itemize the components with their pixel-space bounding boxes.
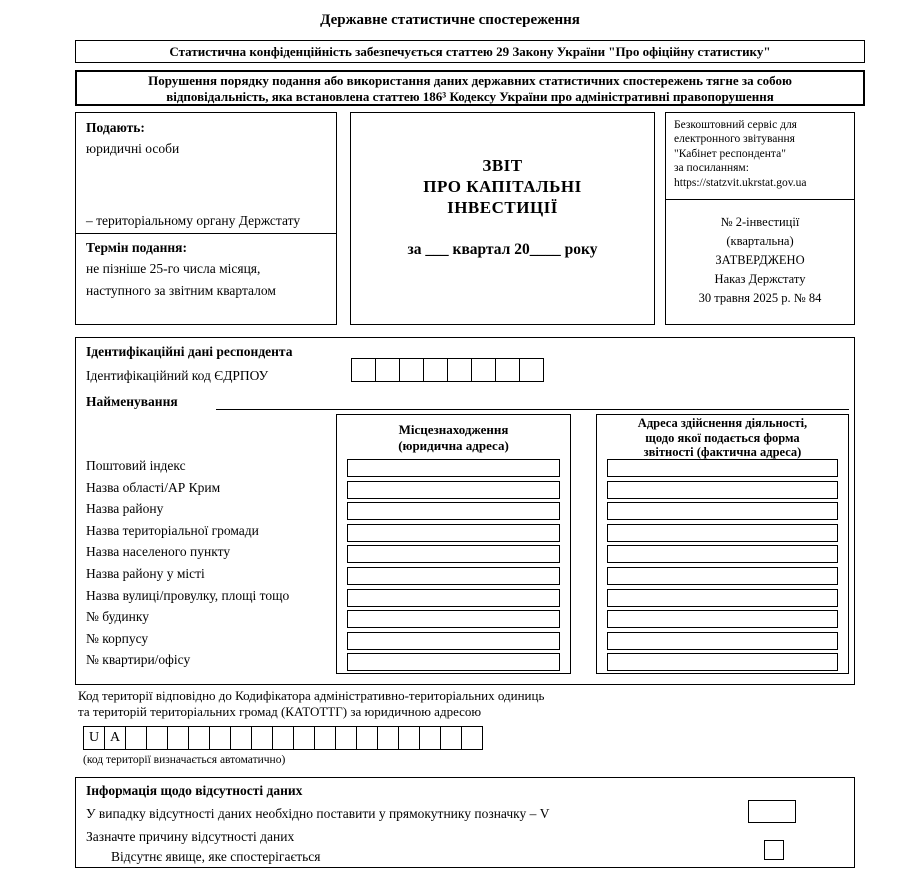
katottg-cell[interactable] bbox=[125, 726, 147, 750]
address-row-labels bbox=[86, 455, 336, 671]
katottg-cell[interactable] bbox=[335, 726, 357, 750]
deadline-line1: не пізніше 25-го числа місяця, bbox=[86, 261, 261, 276]
deadline-line2: наступного за звітним кварталом bbox=[86, 283, 276, 298]
form-approval-box bbox=[666, 199, 854, 324]
legal-address-input-city-district[interactable] bbox=[347, 567, 560, 585]
submitters-cell bbox=[76, 113, 336, 233]
service-line2: електронного звітування bbox=[674, 133, 795, 146]
service-line4: за посиланням: bbox=[674, 162, 749, 175]
data-absence-box bbox=[75, 777, 855, 868]
report-title-line1: ЗВІТ bbox=[482, 156, 523, 175]
legal-address-column bbox=[336, 414, 571, 674]
katottg-auto-note: (код території визначається автоматично) bbox=[83, 754, 286, 766]
submitters-heading: Подають: bbox=[86, 120, 145, 135]
approval-order: Наказ Держстату bbox=[714, 272, 806, 286]
service-line1: Безкоштовний сервіс для bbox=[674, 119, 797, 131]
actual-address-header-line1: Адреса здійснення діяльності, bbox=[637, 416, 808, 430]
absence-reason-checkbox[interactable] bbox=[764, 840, 784, 860]
address-row-label: № корпусу bbox=[86, 630, 149, 646]
katottg-cell[interactable]: U bbox=[83, 726, 105, 750]
actual-address-input-city-district[interactable] bbox=[607, 567, 838, 585]
name-input-line[interactable] bbox=[216, 393, 849, 410]
legal-address-input-apartment[interactable] bbox=[347, 653, 560, 671]
report-title-line3: ІНВЕСТИЦІЇ bbox=[447, 198, 558, 217]
absence-reason-option: Відсутнє явище, яке спостерігається bbox=[111, 849, 321, 864]
edrpou-cell[interactable] bbox=[519, 358, 544, 382]
katottg-cell[interactable] bbox=[398, 726, 420, 750]
violation-line2: відповідальність, яка встановлена статтею 186³ Кодексу України про адміністративні правопорушення bbox=[166, 89, 774, 104]
katottg-cell[interactable] bbox=[440, 726, 462, 750]
form-number: № 2-інвестиції bbox=[720, 215, 800, 229]
respondent-identification-box bbox=[75, 337, 855, 685]
katottg-cell[interactable] bbox=[167, 726, 189, 750]
actual-address-input-settlement[interactable] bbox=[607, 545, 838, 563]
actual-address-input-community[interactable] bbox=[607, 524, 838, 542]
legal-address-input-district[interactable] bbox=[347, 502, 560, 520]
approved-label: ЗАТВЕРДЖЕНО bbox=[715, 253, 805, 267]
actual-address-header-line2: щодо якої подається форма bbox=[645, 430, 800, 445]
violation-line1: Порушення порядку подання або використання даних державних статистичних спостережень тягне за собою bbox=[148, 73, 792, 88]
submission-info-box bbox=[75, 112, 337, 325]
address-row-label: № квартири/офісу bbox=[86, 652, 191, 668]
right-info-column bbox=[665, 112, 855, 325]
katottg-cell[interactable] bbox=[419, 726, 441, 750]
edrpou-cell[interactable] bbox=[375, 358, 400, 382]
legal-address-header-line1: Місцезнаходження bbox=[398, 422, 509, 437]
actual-address-column bbox=[596, 414, 849, 674]
actual-address-input-street[interactable] bbox=[607, 589, 838, 607]
edrpou-cell[interactable] bbox=[423, 358, 448, 382]
legal-address-header-line2: (юридична адреса) bbox=[398, 437, 509, 453]
confidentiality-notice: Статистична конфіденційність забезпечується статтею 29 Закону України "Про офіційну статистику" bbox=[75, 40, 865, 63]
service-line3: "Кабінет респондента" bbox=[674, 147, 786, 160]
actual-address-input-building[interactable] bbox=[607, 610, 838, 628]
actual-address-input-block[interactable] bbox=[607, 632, 838, 650]
address-row-label: № будинку bbox=[86, 609, 149, 625]
actual-address-input-postal[interactable] bbox=[607, 459, 838, 477]
report-title-line2: ПРО КАПІТАЛЬНІ bbox=[423, 177, 582, 196]
edrpou-cell[interactable] bbox=[399, 358, 424, 382]
form-periodicity: (квартальна) bbox=[726, 234, 794, 248]
legal-address-input-building[interactable] bbox=[347, 610, 560, 628]
report-title-box bbox=[350, 112, 655, 325]
legal-address-input-block[interactable] bbox=[347, 632, 560, 650]
actual-address-input-district[interactable] bbox=[607, 502, 838, 520]
katottg-cell[interactable]: A bbox=[104, 726, 126, 750]
deadline-cell bbox=[76, 233, 336, 324]
edrpou-cell[interactable] bbox=[447, 358, 472, 382]
katottg-cell[interactable] bbox=[461, 726, 483, 750]
katottg-cell[interactable] bbox=[188, 726, 210, 750]
legal-address-input-community[interactable] bbox=[347, 524, 560, 542]
absence-reason-label: Зазначте причину відсутності даних bbox=[86, 829, 295, 844]
katottg-cell[interactable] bbox=[230, 726, 252, 750]
legal-address-input-region[interactable] bbox=[347, 481, 560, 499]
katottg-cell[interactable] bbox=[293, 726, 315, 750]
address-row-label: Назва району у місті bbox=[86, 565, 205, 581]
actual-address-input-apartment[interactable] bbox=[607, 653, 838, 671]
data-absence-heading: Інформація щодо відсутності даних bbox=[86, 783, 303, 798]
katottg-cell[interactable] bbox=[377, 726, 399, 750]
name-label: Найменування bbox=[86, 394, 178, 409]
service-url: https://statzvit.ukrstat.gov.ua bbox=[674, 176, 807, 189]
absence-mark-box[interactable] bbox=[748, 800, 796, 823]
legal-address-input-postal[interactable] bbox=[347, 459, 560, 477]
katottg-cell[interactable] bbox=[314, 726, 336, 750]
katottg-cell[interactable] bbox=[251, 726, 273, 750]
report-period-line: за ___ квартал 20____ року bbox=[407, 241, 598, 258]
approval-order-date: 30 травня 2025 р. № 84 bbox=[698, 291, 822, 305]
identification-heading: Ідентифікаційні дані респондента bbox=[86, 344, 293, 359]
address-row-label: Назва вулиці/провулку, площі тощо bbox=[86, 587, 290, 603]
katottg-cell[interactable] bbox=[272, 726, 294, 750]
katottg-code-input bbox=[83, 726, 483, 750]
edrpou-cell[interactable] bbox=[471, 358, 496, 382]
submitters-to-whom: – територіальному органу Держстату bbox=[86, 213, 301, 228]
edrpou-cell[interactable] bbox=[351, 358, 376, 382]
legal-address-input-settlement[interactable] bbox=[347, 545, 560, 563]
submitters-who: юридичні особи bbox=[86, 141, 180, 156]
katottg-label-line2: та територій територіальних громад (КАТОТТГ) за юридичною адресою bbox=[78, 704, 482, 719]
edrpou-cell[interactable] bbox=[495, 358, 520, 382]
violation-notice bbox=[75, 70, 865, 106]
e-reporting-service-box bbox=[666, 113, 854, 199]
address-row-label: Назва територіальної громади bbox=[86, 522, 259, 538]
legal-address-input-street[interactable] bbox=[347, 589, 560, 607]
address-row-label: Назва населеного пункту bbox=[86, 544, 231, 560]
address-row-label: Поштовий індекс bbox=[86, 458, 186, 473]
deadline-heading: Термін подання: bbox=[86, 240, 187, 255]
actual-address-input-region[interactable] bbox=[607, 481, 838, 499]
edrpou-code-input bbox=[351, 358, 544, 382]
katottg-label-line1: Код території відповідно до Кодифікатора адміністративно-територіальних одиниць bbox=[78, 688, 545, 703]
edrpou-label: Ідентифікаційний код ЄДРПОУ bbox=[86, 368, 269, 383]
katottg-cell[interactable] bbox=[146, 726, 168, 750]
address-row-label: Назва району bbox=[86, 501, 164, 517]
legal-address-header bbox=[337, 415, 570, 459]
data-absence-instruction: У випадку відсутності даних необхідно поставити у прямокутнику позначку – V bbox=[86, 806, 550, 821]
address-row-label: Назва області/АР Крим bbox=[86, 479, 221, 495]
katottg-cell[interactable] bbox=[209, 726, 231, 750]
page-title: Державне статистичне спостереження bbox=[320, 12, 580, 28]
actual-address-header bbox=[597, 415, 848, 459]
katottg-cell[interactable] bbox=[356, 726, 378, 750]
actual-address-header-line3: звітності (фактична адреса) bbox=[643, 445, 802, 459]
